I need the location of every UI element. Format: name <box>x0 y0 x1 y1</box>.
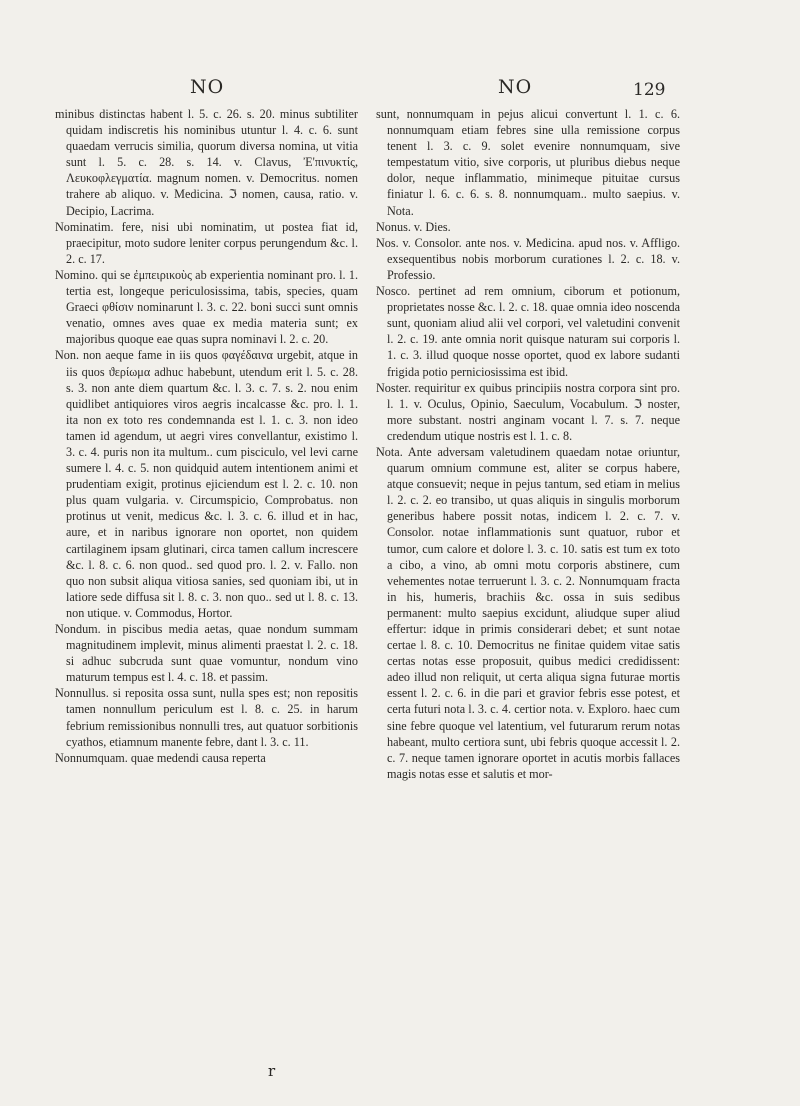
entry-paragraph: Nosco. pertinet ad rem omnium, ciborum et potionum, proprietates nosse &c. l. 2. c. 18. quae omnia ideo noscenda sunt, quoniam aliud alii vel corpori, vel valetudini convenit l. 2. c. 19. ante omnia norit quisque naturam sui corporis l. 1. c. 3. illud quoque nosse oportet, quod ex labore sudanti frigida potio perniciosissima est ibid. <box>376 284 680 379</box>
entry-paragraph: Nota. Ante adversam valetudinem quaedam notae oriuntur, quarum omnium commune est, aliter se corpus habere, atque consuevit; neque in pejus tantum, sed etiam in melius l. 2. c. 2. eo transibo, ut quas aliquis in singulis morborum generibus habere possit notas, indicem l. 2. c. 7. v. Consolor. notae inflammationis sunt quatuor, rubor et tumor, cum calore et dolore l. 3. c. 10. satis est tum ex toto a cibo, a vino, ab omni motu corporis abstinere, cum vehementes notae terruerunt l. 3. c. 2. Nonnumquam fracta in his, humeris, brachiis &c. ossa in suis sedibus permanent: multo saepius excidunt, aliudque super aliud effertur: idque in primis considerari debet; et sunt notae certae l. 8. c. 10. Democritus ne finitae quidem vitae satis certas notas esse proposuit, quibus medici credidissent: adeo illud non reliquit, ut certa aliqua signa futurae mortis essent l. 2. c. 6. in die pari et gravior febris esse potest, et certa futuri nota l. 3. c. 4. certior nota. v. Exploro. haec cum sine febre quoque vel latentium, vel futurarum rerum notas habeant, multo certiora sunt, ubi febris quoque accessit l. 2. c. 7. neque tamen ignorare oportet in acutis morbis fallaces magis notas esse et salutis et mor- <box>376 444 680 781</box>
page-number: 129 <box>633 80 666 100</box>
entry-paragraph: minibus distinctas habent l. 5. c. 26. s. 20. minus subtiliter quidam indiscretis his nominibus utuntur l. 4. c. 6. sunt quaedam verrucis similia, quorum diversa nomina, ut vitia sunt l. 5. c. 28. s. 14. v. Clavus, Ἐ'πινυκτίς, Λευκοφλεγματία. magnum nomen. v. Democritus. nomen trahere ab aliquo. v. Medicina. ℑ nomen, causa, ratio. v. Decipio, Lacrima. <box>55 107 358 218</box>
entry-paragraph: Non. non aeque fame in iis quos φαγέδαινα urgebit, atque in iis quos ϑερίωμα adhuc habebunt, utendum erit l. 5. c. 28. s. 3. non ante diem quartum &c. l. 3. c. 7. s. 2. nou enim quidlibet antiquiores viros aegris incalcasse &c. pro. l. 1. ita non ex toto res condemnanda est l. 1. c. 3. non ideo tamen id agendum, ut aegri vires convellantur, existimo l. 3. c. 4. puris non ita multum.. cum pisciculo, vel levi carne sumere l. 4. c. 5. non quidquid autem intentionem animi et prudentiam exigit, protinus ejiciendum est l. 2. c. 10. non plus quam vulgaria. v. Circumspicio, Comprobatus. non protinus ut venit, medicus &c. l. 3. c. 6. illud et in hac, aure, et in naribus ignorare non oportet, non quidem cartilaginem ipsam glutinari, circa tamen callum increscere &c. l. 8. c. 6. non quod.. sed quod pro. l. 2. v. Fallo. non quo non subsit aliqua vitiosa sanies, sed quoniam ibi, ut in latiore sede diffusa sit l. 8. c. 3. non quo.. sed ut l. 8. c. 13. non utique. v. Commodus, Hortor. <box>55 348 358 620</box>
running-head-right: NO <box>498 76 533 98</box>
entry-paragraph: Nonnullus. si reposita ossa sunt, nulla spes est; non repositis tamen nonnullum periculum est l. 8. c. 25. in harum febrium remissionibus nonnulli tres, aut quatuor sorbitionis cyathos, etiamnum manente febre, dant l. 3. c. 11. <box>55 686 358 749</box>
left-column <box>55 106 358 766</box>
entry-paragraph: Nomino. qui se ἐμπειρικοὺς ab experientia nominant pro. l. 1. tertia est, longeque periculosissima, tabis, species, quam Graeci φθίσιν nominarunt l. 3. c. 22. boni succi sunt omnis venatio, omnes aves quae ex media materia sunt; ex majoribus quoque eae quas supra nominavi l. 2. c. 20. <box>55 267 358 347</box>
right-column <box>376 106 680 782</box>
entry-paragraph: Noster. requiritur ex quibus principiis nostra corpora sint pro. l. 1. v. Oculus, Opinio, Saeculum, Vocabulum. ℑ noster, more substant. nostri anginam vocant l. 7. s. 7. neque credendum utique nostris est l. 1. c. 8. <box>376 380 680 443</box>
running-head-left: NO <box>190 76 225 98</box>
entry-paragraph: Nominatim. fere, nisi ubi nominatim, ut postea fiat id, praecipitur, moto sudore leniter corpus perungendum &c. l. 2. c. 17. <box>55 219 358 266</box>
entry-paragraph: Nondum. in piscibus media aetas, quae nondum summam magnitudinem implevit, minus alimenti praestat l. 2. c. 18. si adhuc subcruda sunt quae vomuntur, nondum vino maturum tempus est l. 4. c. 18. et passim. <box>55 622 358 685</box>
entry-paragraph: Nos. v. Consolor. ante nos. v. Medicina. apud nos. v. Affligo. exsequentibus nobis morborum curationes l. 2. c. 18. v. Professio. <box>376 235 680 282</box>
entry-paragraph: Nonnumquam. quae medendi causa reperta <box>55 750 266 765</box>
signature-mark: r <box>268 1062 276 1080</box>
entry-paragraph: Nonus. v. Dies. <box>376 219 451 234</box>
entry-paragraph: sunt, nonnumquam in pejus alicui convertunt l. 1. c. 6. nonnumquam etiam febres sine ulla remissione corpus tenent l. 3. c. 9. solet evenire nonnumquam, sive tempestatum vitio, sive corporis, ut pluribus diebus neque dolor, neque inflammatio, minimeque pituitae cursus finiatur l. 6. c. 6. s. 8. nonnumquam.. multo saepius. v. Nota. <box>376 107 680 218</box>
